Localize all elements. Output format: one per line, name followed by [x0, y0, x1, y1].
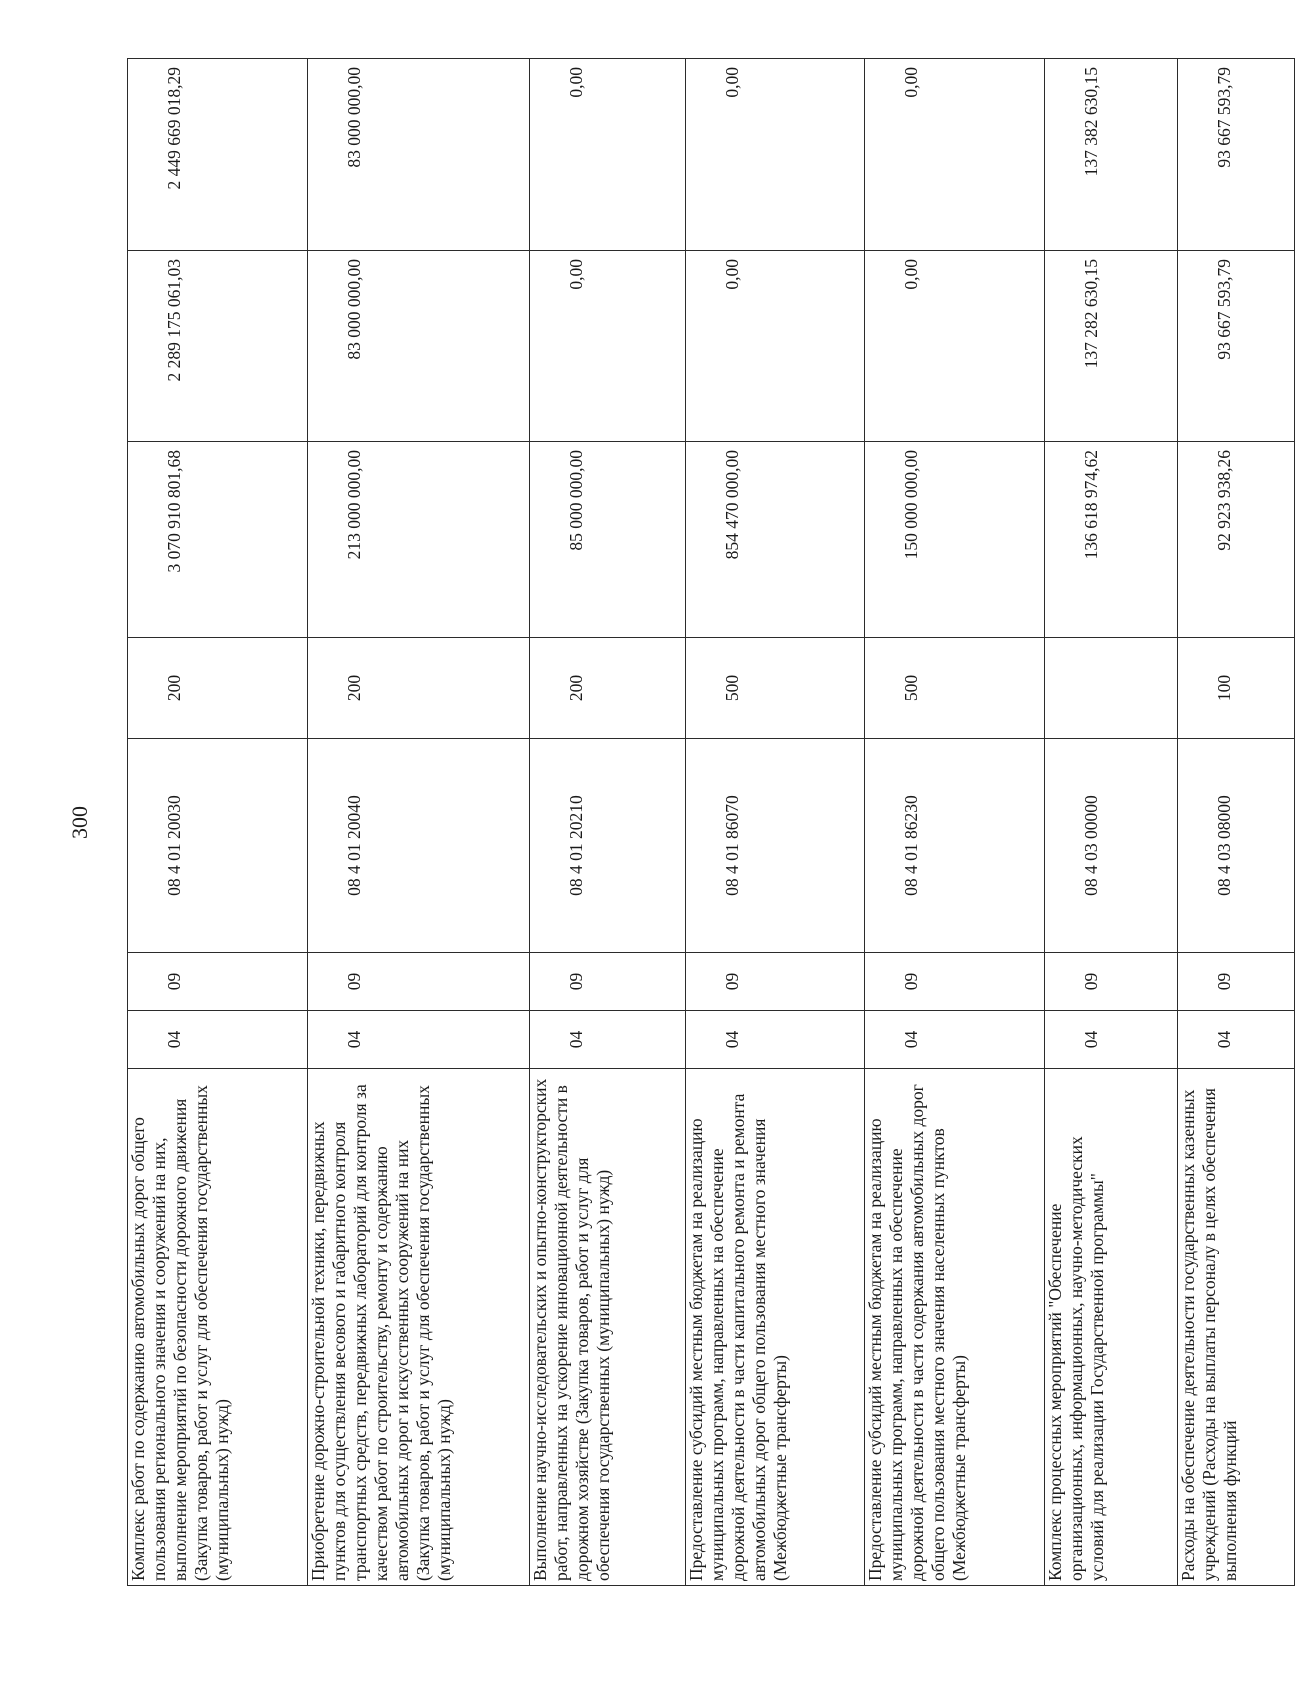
section-code: 04 [1045, 1011, 1178, 1069]
amount-year-3: 83 000 000,00 [308, 59, 530, 251]
subsection-code: 09 [686, 953, 865, 1011]
expense-type-code: 500 [686, 638, 865, 739]
section-code: 04 [865, 1011, 1045, 1069]
row-description: Выполнение научно-исследовательских и опытно-конструкторских работ, направленных на ускорение инновационной деятельности в дорожном хозяйстве (Закупка товаров, работ и услуг для обеспечения государственных (муниципальных) нужд) [530, 1069, 686, 1586]
page-number: 300 [67, 806, 92, 839]
rotated-document-sheet [62, 59, 1240, 1586]
target-article-code: 08 4 01 86070 [686, 739, 865, 953]
section-code: 04 [530, 1011, 686, 1069]
amount-year-2: 0,00 [865, 251, 1045, 442]
amount-year-2: 2 289 175 061,03 [128, 251, 308, 442]
expense-type-code: 200 [308, 638, 530, 739]
amount-year-3: 93 667 593,79 [1178, 59, 1295, 251]
table-row [1045, 59, 1178, 1586]
row-description: Комплекс процессных мероприятий "Обеспечение организационных, информационных, научно-методических условий для реализации Государственной программы" [1045, 1069, 1178, 1586]
table-row [308, 59, 530, 1586]
section-code: 04 [128, 1011, 308, 1069]
section-code: 04 [308, 1011, 530, 1069]
target-article-code: 08 4 03 00000 [1045, 739, 1178, 953]
table-row [1178, 59, 1295, 1586]
amount-year-3: 0,00 [530, 59, 686, 251]
target-article-code: 08 4 01 20210 [530, 739, 686, 953]
amount-year-1: 213 000 000,00 [308, 442, 530, 638]
row-description: Предоставление субсидий местным бюджетам на реализацию муниципальных программ, направленных на обеспечение дорожной деятельности в части содержания автомобильных дорог общего пользования местного значения населенных пунктов (Межбюджетные трансферты) [865, 1069, 1045, 1586]
table-row [865, 59, 1045, 1586]
target-article-code: 08 4 03 08000 [1178, 739, 1295, 953]
amount-year-1: 150 000 000,00 [865, 442, 1045, 638]
target-article-code: 08 4 01 86230 [865, 739, 1045, 953]
amount-year-1: 92 923 938,26 [1178, 442, 1295, 638]
amount-year-3: 2 449 669 018,29 [128, 59, 308, 251]
row-description: Приобретение дорожно-строительной техники, передвижных пунктов для осуществления весового и габаритного контроля транспортных средств, передвижных лабораторий для контроля за качеством работ по строительству, ремонту и содержанию автомобильных дорог и искусственных сооружений на них (Закупка товаров, работ и услуг для обеспечения государственных (муниципальных) нужд) [308, 1069, 530, 1586]
amount-year-2: 83 000 000,00 [308, 251, 530, 442]
row-description: Комплекс работ по содержанию автомобильных дорог общего пользования регионального значения и сооружений на них, выполнение мероприятий по безопасности дорожного движения (Закупка товаров, работ и услуг для обеспечения государственных (муниципальных) нужд) [128, 1069, 308, 1586]
row-description: Предоставление субсидий местным бюджетам на реализацию муниципальных программ, направленных на обеспечение дорожной деятельности в части капитального ремонта и ремонта автомобильных дорог общего пользования местного значения (Межбюджетные трансферты) [686, 1069, 865, 1586]
expense-type-code: 500 [865, 638, 1045, 739]
subsection-code: 09 [865, 953, 1045, 1011]
expense-type-code: 100 [1178, 638, 1295, 739]
amount-year-3: 0,00 [865, 59, 1045, 251]
amount-year-1: 85 000 000,00 [530, 442, 686, 638]
budget-allocation-table [127, 58, 1295, 1586]
subsection-code: 09 [128, 953, 308, 1011]
amount-year-2: 0,00 [530, 251, 686, 442]
expense-type-code: 200 [530, 638, 686, 739]
subsection-code: 09 [530, 953, 686, 1011]
amount-year-2: 93 667 593,79 [1178, 251, 1295, 442]
amount-year-3: 137 382 630,15 [1045, 59, 1178, 251]
target-article-code: 08 4 01 20030 [128, 739, 308, 953]
subsection-code: 09 [1045, 953, 1178, 1011]
amount-year-1: 854 470 000,00 [686, 442, 865, 638]
amount-year-1: 136 618 974,62 [1045, 442, 1178, 638]
table-row [686, 59, 865, 1586]
subsection-code: 09 [308, 953, 530, 1011]
expense-type-code [1045, 638, 1178, 739]
amount-year-3: 0,00 [686, 59, 865, 251]
row-description: Расходы на обеспечение деятельности государственных казенных учреждений (Расходы на выплаты персоналу в целях обеспечения выполнения функций [1178, 1069, 1295, 1586]
table-row [530, 59, 686, 1586]
amount-year-1: 3 070 910 801,68 [128, 442, 308, 638]
section-code: 04 [686, 1011, 865, 1069]
expense-type-code: 200 [128, 638, 308, 739]
table-row [128, 59, 308, 1586]
amount-year-2: 0,00 [686, 251, 865, 442]
target-article-code: 08 4 01 20040 [308, 739, 530, 953]
section-code: 04 [1178, 1011, 1295, 1069]
subsection-code: 09 [1178, 953, 1295, 1011]
amount-year-2: 137 282 630,15 [1045, 251, 1178, 442]
